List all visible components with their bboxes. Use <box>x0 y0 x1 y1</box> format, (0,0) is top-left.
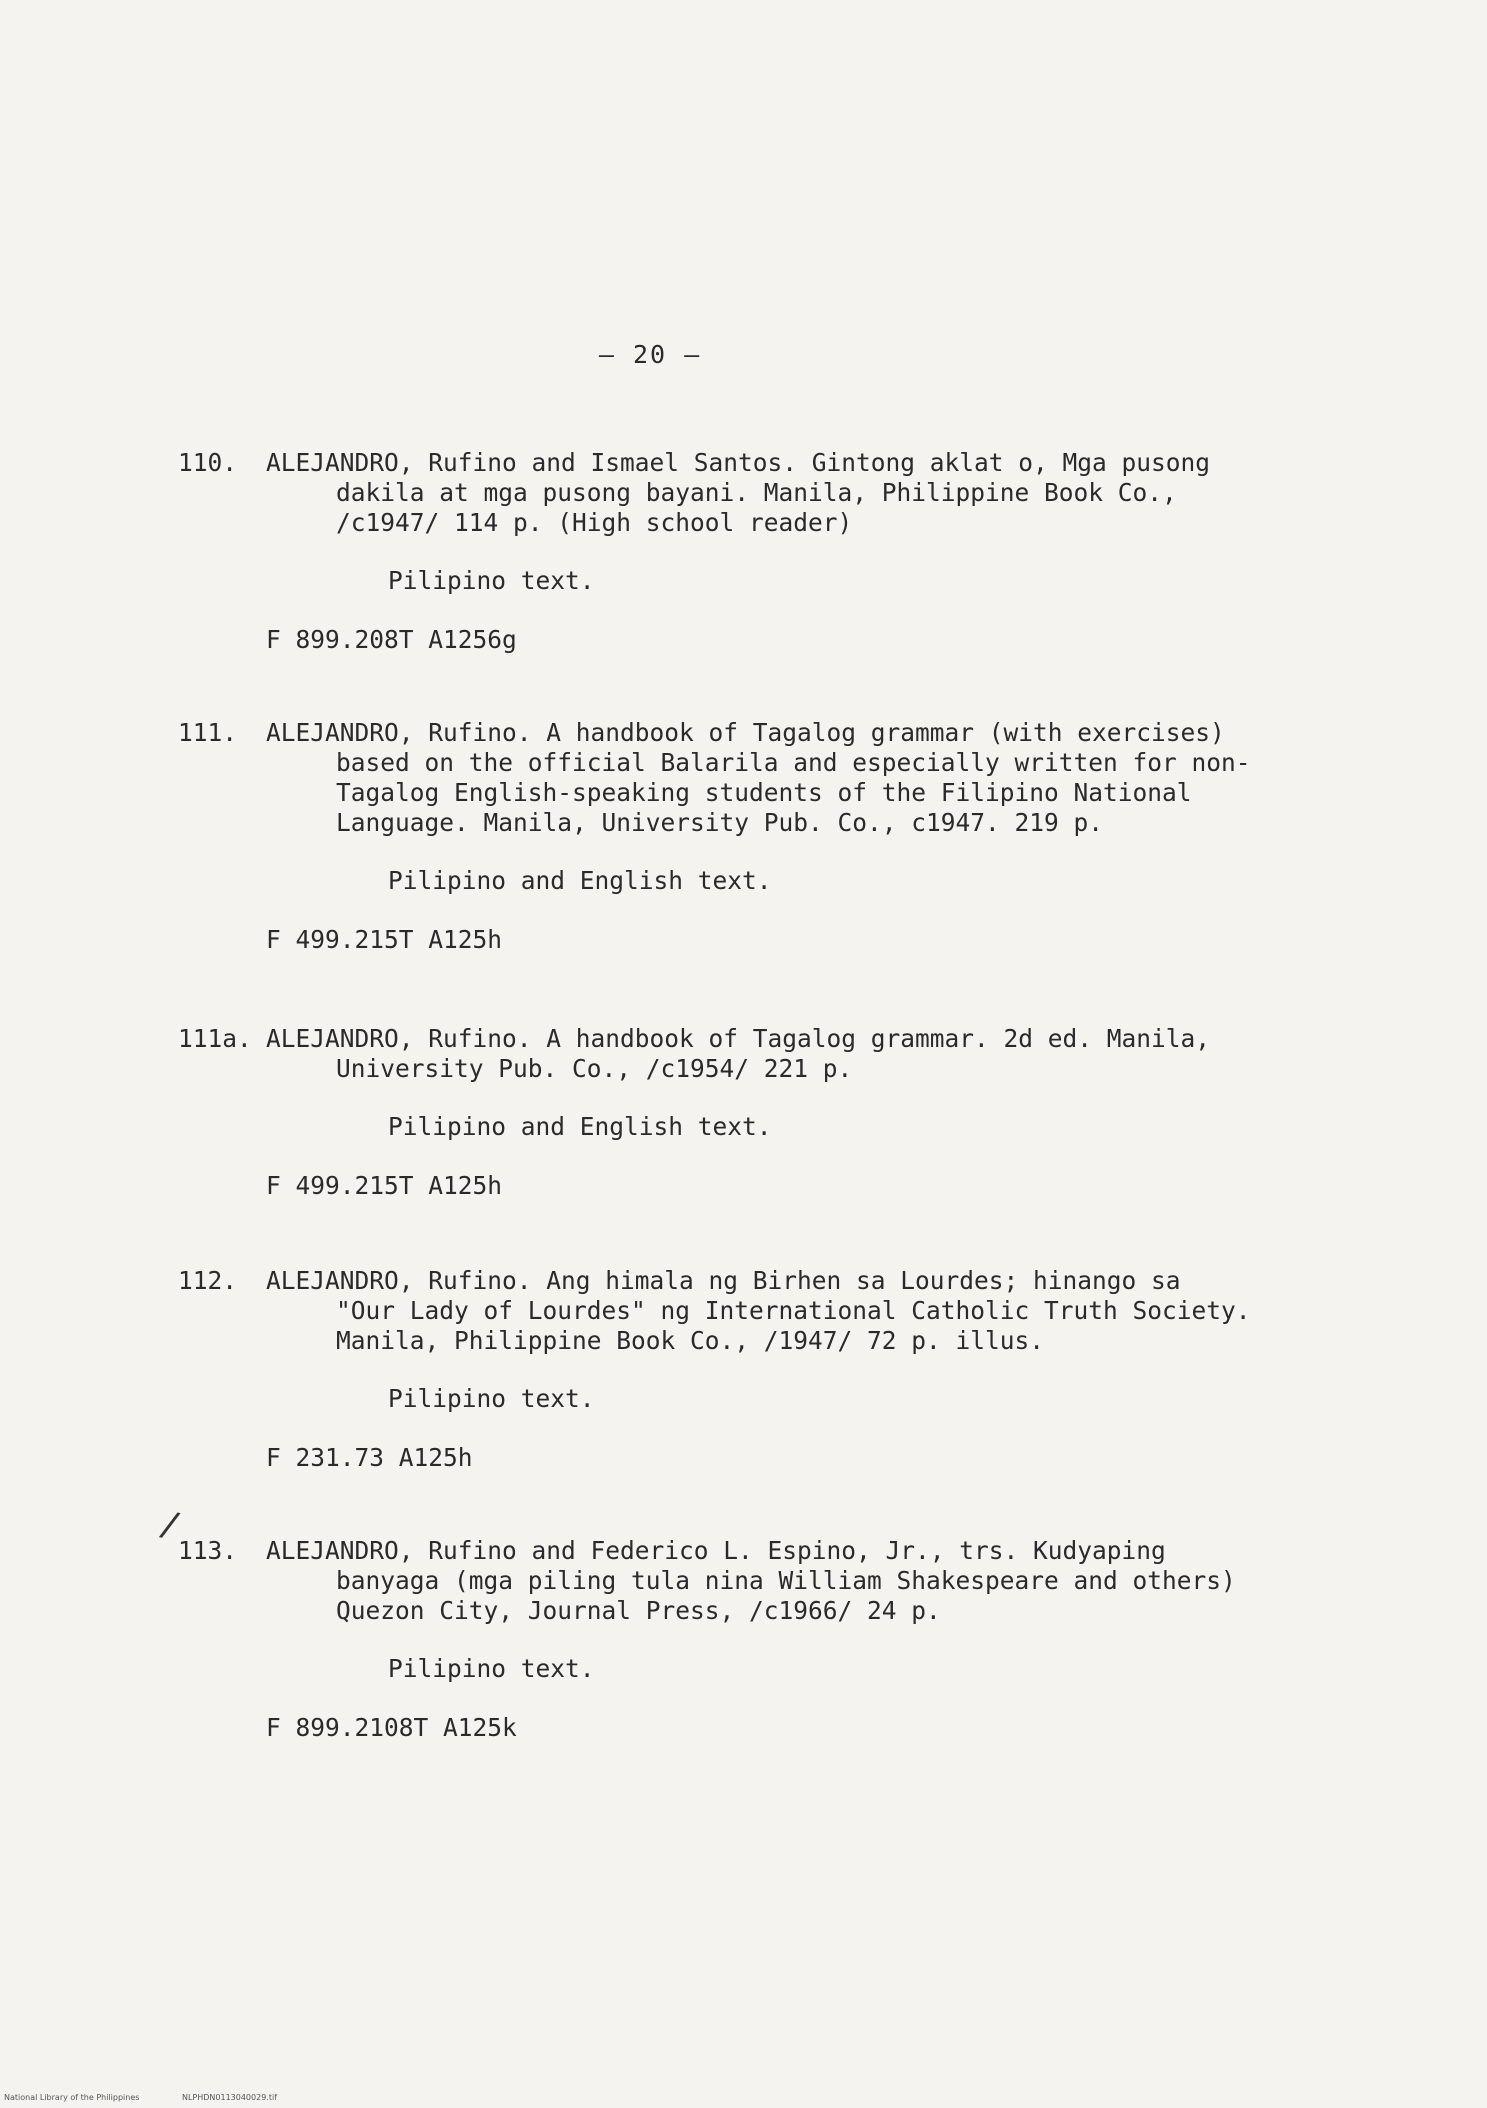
entry-line: Quezon City, Journal Press, /c1966/ 24 p. <box>336 1596 941 1625</box>
bibliography-entry <box>178 448 1288 654</box>
entry-text <box>266 1024 1288 1084</box>
bibliography-entry <box>178 1024 1288 1200</box>
call-number: F 499.215T A125h <box>266 925 503 954</box>
entry-line: ALEJANDRO, Rufino. Ang himala ng Birhen sa Lourdes; hinango sa <box>266 1266 1181 1295</box>
entry-line: dakila at mga pusong bayani. Manila, Philippine Book Co., <box>336 478 1177 507</box>
language-note: Pilipino text. <box>388 566 595 595</box>
entry-line: Language. Manila, University Pub. Co., c1947. 219 p. <box>336 808 1104 837</box>
call-number: F 499.215T A125h <box>266 1171 503 1200</box>
entry-line: ALEJANDRO, Rufino and Ismael Santos. Gintong aklat o, Mga pusong <box>266 448 1211 477</box>
entry-line: based on the official Balarila and especially written for non- <box>336 748 1251 777</box>
language-note: Pilipino text. <box>388 1384 595 1413</box>
call-number: F 899.208T A1256g <box>266 625 517 654</box>
language-note: Pilipino and English text. <box>388 1112 772 1141</box>
entry-number: 113. <box>178 1536 238 1565</box>
entry-line: Manila, Philippine Book Co., /1947/ 72 p. illus. <box>336 1326 1045 1355</box>
entry-text <box>266 448 1288 538</box>
entry-line: ALEJANDRO, Rufino. A handbook of Tagalog grammar. 2d ed. Manila, <box>266 1024 1211 1053</box>
bibliography-entry <box>178 1536 1288 1742</box>
bibliography-entry <box>178 718 1288 954</box>
language-note: Pilipino text. <box>388 1654 595 1683</box>
footer-library: National Library of the Philippines <box>4 2093 140 2102</box>
entry-citation <box>178 1266 1288 1356</box>
entry-number: 110. <box>178 448 238 477</box>
entry-line: Tagalog English-speaking students of the Filipino National <box>336 778 1192 807</box>
entry-line: "Our Lady of Lourdes" ng International Catholic Truth Society. <box>336 1296 1251 1325</box>
entry-citation <box>178 1024 1288 1084</box>
entry-line: banyaga (mga piling tula nina William Shakespeare and others) <box>336 1566 1236 1595</box>
scan-footer <box>4 2093 317 2102</box>
entry-line: University Pub. Co., /c1954/ 221 p. <box>336 1054 853 1083</box>
entry-number: 111. <box>178 718 238 747</box>
entry-line: /c1947/ 114 p. (High school reader) <box>336 508 853 537</box>
entry-text <box>266 1266 1288 1356</box>
entry-text <box>266 718 1288 838</box>
bibliography-entry <box>178 1266 1288 1472</box>
call-number: F 231.73 A125h <box>266 1443 473 1472</box>
language-note: Pilipino and English text. <box>388 866 772 895</box>
entry-line: ALEJANDRO, Rufino and Federico L. Espino, Jr., trs. Kudyaping <box>266 1536 1166 1565</box>
entry-number: 111a. <box>178 1024 252 1053</box>
entry-line: ALEJANDRO, Rufino. A handbook of Tagalog grammar (with exercises) <box>266 718 1225 747</box>
handwritten-margin-mark: / <box>156 1503 185 1547</box>
entry-citation <box>178 718 1288 838</box>
entry-citation <box>178 1536 1288 1626</box>
call-number: F 899.2108T A125k <box>266 1713 517 1742</box>
footer-filename: NLPHDN0113040029.tif <box>181 2093 278 2102</box>
page-number: – 20 – <box>598 340 702 369</box>
entry-number: 112. <box>178 1266 238 1295</box>
entry-citation <box>178 448 1288 538</box>
entry-text <box>266 1536 1288 1626</box>
